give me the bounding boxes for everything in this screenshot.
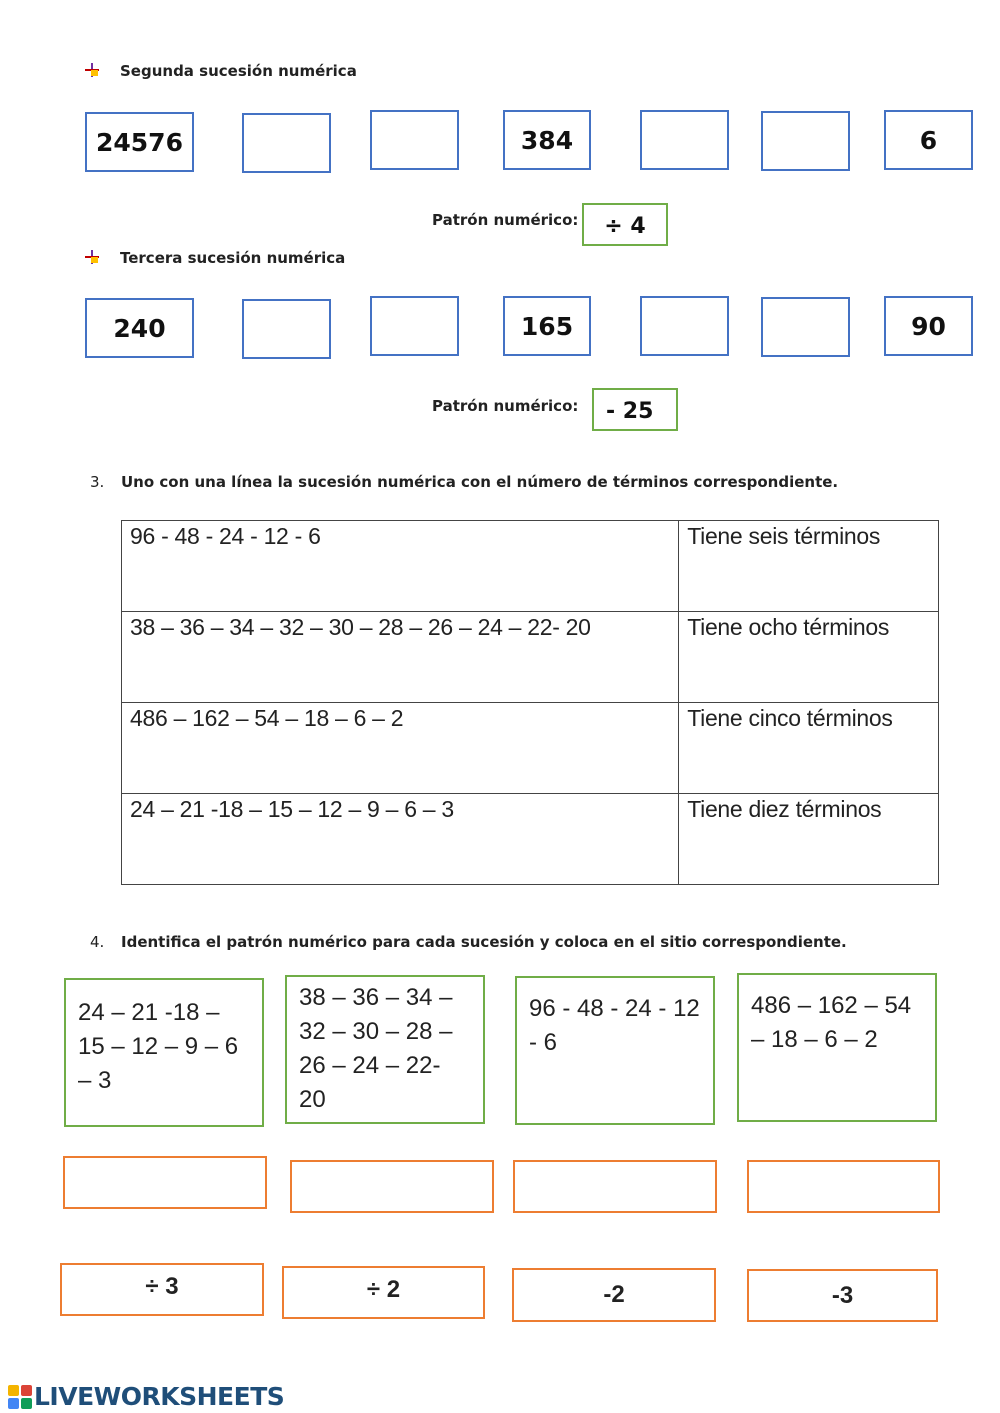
sequence-card-3: 96 - 48 - 24 - 12 - 6 bbox=[515, 976, 715, 1125]
terms-cell[interactable]: Tiene diez términos bbox=[679, 794, 939, 885]
seq3-box-7[interactable]: 90 bbox=[884, 296, 973, 356]
liveworksheets-logo bbox=[8, 1382, 284, 1411]
sequence-cell[interactable]: 486 – 162 – 54 – 18 – 6 – 2 bbox=[122, 703, 679, 794]
bullet-icon bbox=[84, 249, 100, 265]
seq3-box-3[interactable] bbox=[370, 296, 459, 356]
table-row bbox=[122, 521, 939, 612]
sequence-card-4: 486 – 162 – 54 – 18 – 6 – 2 bbox=[737, 973, 937, 1122]
seq2-box-1[interactable]: 24576 bbox=[85, 112, 194, 172]
bullet-icon bbox=[84, 62, 100, 78]
question-3-number: 3. bbox=[90, 473, 105, 491]
section-2-pattern-value: ÷ 4 bbox=[582, 203, 668, 246]
seq2-box-7[interactable]: 6 bbox=[884, 110, 973, 170]
answer-drop-box-2[interactable] bbox=[290, 1160, 494, 1213]
section-3-title: Tercera sucesión numérica bbox=[120, 249, 346, 267]
seq3-box-2[interactable] bbox=[242, 299, 331, 359]
sequence-card-2: 38 – 36 – 34 – 32 – 30 – 28 – 26 – 24 – 22- 20 bbox=[285, 975, 485, 1124]
seq2-box-6[interactable] bbox=[761, 111, 850, 171]
section-2-pattern-label: Patrón numérico: bbox=[432, 211, 579, 229]
seq2-box-2[interactable] bbox=[242, 113, 331, 173]
seq2-box-5[interactable] bbox=[640, 110, 729, 170]
sequence-cell[interactable]: 96 - 48 - 24 - 12 - 6 bbox=[122, 521, 679, 612]
section-3-pattern-value: - 25 bbox=[592, 388, 678, 431]
seq3-box-4[interactable]: 165 bbox=[503, 296, 591, 356]
table-row bbox=[122, 794, 939, 885]
section-2-title: Segunda sucesión numérica bbox=[120, 62, 357, 80]
terms-cell[interactable]: Tiene seis términos bbox=[679, 521, 939, 612]
answer-drop-box-4[interactable] bbox=[747, 1160, 940, 1213]
seq3-box-6[interactable] bbox=[761, 297, 850, 357]
option-minus-3[interactable]: -3 bbox=[747, 1269, 938, 1322]
seq3-box-5[interactable] bbox=[640, 296, 729, 356]
answer-drop-box-1[interactable] bbox=[63, 1156, 267, 1209]
sequence-card-1: 24 – 21 -18 – 15 – 12 – 9 – 6 – 3 bbox=[64, 978, 264, 1127]
question-4-number: 4. bbox=[90, 933, 105, 951]
section-3-pattern-label: Patrón numérico: bbox=[432, 397, 579, 415]
answer-drop-box-3[interactable] bbox=[513, 1160, 717, 1213]
seq2-box-4[interactable]: 384 bbox=[503, 110, 591, 170]
seq2-box-3[interactable] bbox=[370, 110, 459, 170]
matching-table bbox=[121, 520, 939, 885]
logo-text: LIVEWORKSHEETS bbox=[34, 1382, 285, 1411]
sequence-cell[interactable]: 24 – 21 -18 – 15 – 12 – 9 – 6 – 3 bbox=[122, 794, 679, 885]
question-4-text: Identifica el patrón numérico para cada sucesión y coloca en el sitio correspondiente. bbox=[121, 933, 847, 951]
terms-cell[interactable]: Tiene cinco términos bbox=[679, 703, 939, 794]
option-divide-2[interactable]: ÷ 2 bbox=[282, 1266, 485, 1319]
question-3-text: Uno con una línea la sucesión numérica con el número de términos correspondiente. bbox=[121, 473, 839, 491]
logo-blocks-icon bbox=[8, 1385, 32, 1409]
terms-cell[interactable]: Tiene ocho términos bbox=[679, 612, 939, 703]
sequence-cell[interactable]: 38 – 36 – 34 – 32 – 30 – 28 – 26 – 24 – 22- 20 bbox=[122, 612, 679, 703]
option-minus-2[interactable]: -2 bbox=[512, 1268, 716, 1322]
table-row bbox=[122, 703, 939, 794]
table-row bbox=[122, 612, 939, 703]
option-divide-3[interactable]: ÷ 3 bbox=[60, 1263, 264, 1316]
seq3-box-1[interactable]: 240 bbox=[85, 298, 194, 358]
